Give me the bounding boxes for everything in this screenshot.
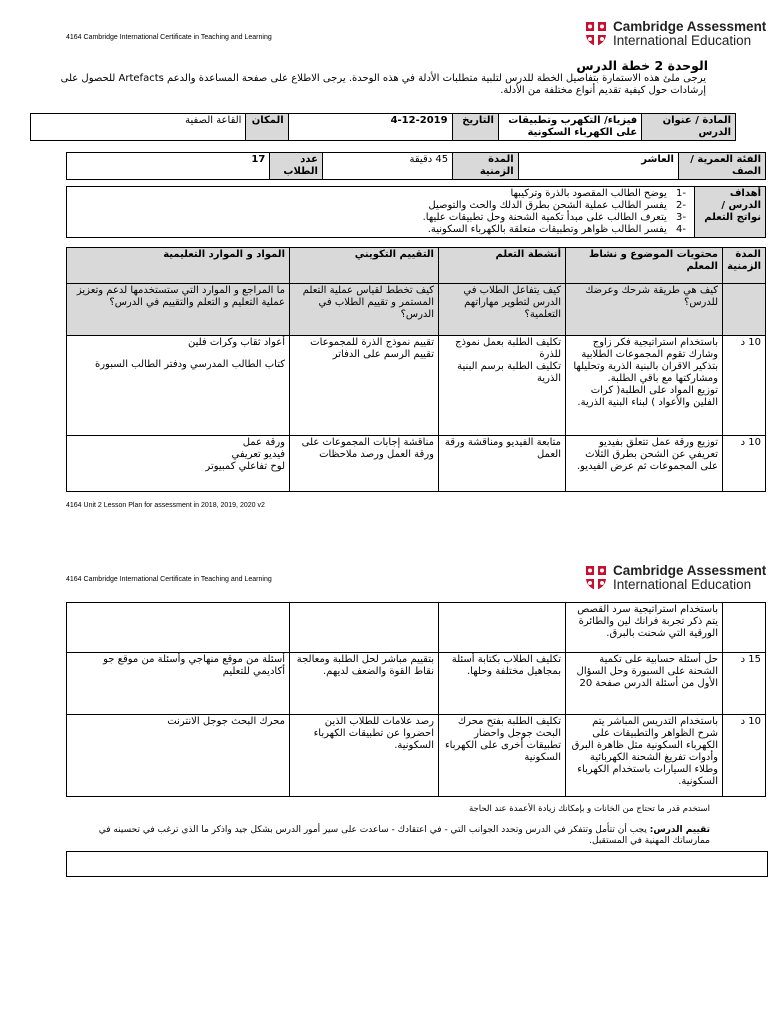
table-row — [67, 336, 766, 436]
row-resources: ورقة عمل فيديو تعريفي لوح تفاعلي كمبيوتر — [67, 436, 290, 492]
header-activities: أنشطة التعلم — [439, 248, 566, 284]
students-value: 17 — [67, 153, 270, 180]
lesson-activities-table-continued — [66, 602, 766, 797]
guide-content: كيف هي طريقة شرحك وعرضك للدرس؟ — [566, 284, 723, 336]
page-2 — [0, 520, 768, 1024]
row-resources: أسئلة من موقع منهاجي وأسئلة من موقع جو أكاديمي للتعليم — [67, 653, 290, 715]
objectives-list — [67, 187, 695, 238]
row-activities: تكليف الطلاب بكتابة أسئلة بمجاهيل مختلفة وحلها. — [439, 653, 566, 715]
header-assessment: التقييم التكويني — [290, 248, 439, 284]
cambridge-shield-icon — [585, 565, 607, 591]
subject-value: فيزياء/ التكهرب وتطبيقات على الكهرباء السكونية — [498, 114, 641, 141]
cambridge-shield-icon — [585, 21, 607, 47]
duration-value: 45 دقيقة — [322, 153, 452, 180]
logo-line1: Cambridge Assessment — [613, 563, 767, 578]
duration-label: المدة الزمنية — [453, 153, 519, 180]
row-resources: محرك البحث جوجل الانترنت — [67, 715, 290, 797]
cambridge-logo — [585, 20, 766, 48]
row-resources — [67, 603, 290, 653]
grade-value: العاشر — [518, 153, 678, 180]
row-activities: تكليف الطلبة بعمل نموذج للذرة تكليف الطلبة برسم البنية الذرية — [439, 336, 566, 436]
date-value: 4-12-2019 — [288, 114, 452, 141]
row-content: حل أسئلة حسابية على تكمية الشحنة على السبورة وحل السؤال الأول من أسئلة الدرس صفحة 20 — [566, 653, 723, 715]
lesson-activities-table — [66, 247, 766, 492]
place-label: المكان — [246, 114, 288, 141]
row-time: 10 د — [723, 715, 766, 797]
objective-item: -4 يفسر الطالب ظواهر وتطبيقات متعلقة بالكهرباء السكونية. — [427, 224, 686, 235]
row-time — [723, 603, 766, 653]
table-row — [67, 436, 766, 492]
header-resources: المواد و الموارد التعليمية — [67, 248, 290, 284]
certificate-header: 4164 Cambridge International Certificate in Teaching and Learning — [66, 34, 272, 41]
guide-activities: كيف يتفاعل الطلاب في الدرس لتطوير مهاراتهم التعلمية؟ — [439, 284, 566, 336]
intro-text: يرجى ملئ هذه الاستمارة بتفاصيل الخطة للدرس لتلبية متطلبات الأدلة في هذه الوحدة. يرجى الاطلاع على صفحة المساعدة والدعم Artefacts للحصول على إرشادات حول كيفية تقديم أنواع مختلفة من الأدلة. — [60, 73, 706, 96]
row-content: باستخدام التدريس المباشر يتم شرح الظواهر والتطبيقات على الكهرباء السكونية مثل ظاهرة البرق وأدوات تفريغ الشحنة الكهربائية وطلاء السيارات باستخدام الكهرباء السكونية. — [566, 715, 723, 797]
header-content: محتويات الموضوع و نشاط المعلم — [566, 248, 723, 284]
lesson-info-table — [30, 113, 736, 141]
place-value: القاعة الصفية — [31, 114, 246, 141]
row-time: 10 د — [723, 436, 766, 492]
row-activities: متابعة الفيديو ومناقشة ورقة العمل — [439, 436, 566, 492]
objective-item: -3 يتعرف الطالب على مبدأ تكمية الشحنة وحل تطبيقات عليها. — [422, 212, 686, 223]
row-assessment: تقييم نموذج الذرة للمجموعات تقييم الرسم على الدفاتر — [290, 336, 439, 436]
grade-label: الفئة العمرية / الصف — [678, 153, 765, 180]
objectives-table — [66, 186, 766, 238]
cambridge-logo — [585, 564, 766, 592]
reflection-label: تقييم الدرس: — [649, 825, 710, 835]
class-info-table — [66, 152, 766, 180]
reflection-input-box[interactable] — [66, 851, 768, 877]
students-label: عدد الطلاب — [270, 153, 323, 180]
guide-time — [723, 284, 766, 336]
certificate-header: 4164 Cambridge International Certificate in Teaching and Learning — [66, 576, 272, 583]
row-resources: أعواد ثقاب وكرات فلين كتاب الطالب المدرسي ودفتر الطالب السبورة — [67, 336, 290, 436]
row-content: توزيع ورقة عمل تتعلق بفيديو تعريفي عن الشحن بطرق الثلاث على المجموعات ثم عرض الفيديو. — [566, 436, 723, 492]
logo-line2: International Education — [613, 577, 752, 592]
row-assessment: مناقشة إجابات المجموعات على ورقة العمل ورصد ملاحظات — [290, 436, 439, 492]
logo-line2: International Education — [613, 33, 752, 48]
objectives-label: أهداف الدرس / نواتج التعلم — [695, 187, 766, 238]
row-time: 15 د — [723, 653, 766, 715]
row-assessment — [290, 603, 439, 653]
table-row — [67, 653, 766, 715]
date-label: التاريخ — [452, 114, 498, 141]
row-time: 10 د — [723, 336, 766, 436]
objective-item: -2 يفسر الطالب عملية الشحن بطرق الدلك والحث والتوصيل — [428, 200, 686, 211]
row-activities: تكليف الطلبة بفتح محرك البحث جوجل واحضار تطبيقات أخرى على الكهرباء السكونية — [439, 715, 566, 797]
columns-note: استخدم قدر ما تحتاج من الخانات و بإمكانك زيادة الأعمدة عند الحاجة — [468, 804, 710, 814]
row-assessment: بتقييم مباشر لحل الطلبة ومعالجة نقاط القوة والضعف لديهم. — [290, 653, 439, 715]
table-row — [67, 715, 766, 797]
header-time: المدة الزمنية — [723, 248, 766, 284]
table-row — [67, 603, 766, 653]
objective-item: -1 يوضح الطالب المقصود بالذرة وتركيبها — [510, 188, 686, 199]
logo-line1: Cambridge Assessment — [613, 19, 767, 34]
guide-assessment: كيف تخطط لقياس عملية التعلم المستمر و تقييم الطلاب في الدرس؟ — [290, 284, 439, 336]
footer-text: 4164 Unit 2 Lesson Plan for assessment in 2018, 2019, 2020 v2 — [66, 502, 265, 509]
row-assessment: رصد علامات للطلاب الذين احضروا عن تطبيقات الكهرباء السكونية. — [290, 715, 439, 797]
subject-label: المادة / عنوان الدرس — [642, 114, 736, 141]
reflection-text: تقييم الدرس: يجب أن تتأمل وتتفكر في الدرس وتحدد الجوانب التي - في اعتقادك - ساعدت على سير أمور الدرس بشكل جيد واذكر ما الذي ترغب في تحسينه في ممارساتك المهنية في المستقبل. — [98, 825, 710, 846]
row-activities — [439, 603, 566, 653]
row-content: باستخدام استراتيجية سرد القصص يتم ذكر تجربة فرانك لين والطائرة الورقية التي شحنت بالبرق. — [566, 603, 723, 653]
guide-resources: ما المراجع و الموارد التي ستستخدمها لدعم وتعزيز عملية التعليم و التعلم والتقييم في الدرس؟ — [67, 284, 290, 336]
row-content: باستخدام استراتيجية فكر زاوج وشارك تقوم المجموعات الطلابية بتذكير الاقران بالبنية الذرية وتحليلها ومشاركتها مع باقي الطلبة. توزيع المواد على الطلبة( كرات الفلين والأعواد ) لبناء البنية الذرية. — [566, 336, 723, 436]
page-title: الوحدة 2 خطة الدرس — [576, 58, 708, 73]
